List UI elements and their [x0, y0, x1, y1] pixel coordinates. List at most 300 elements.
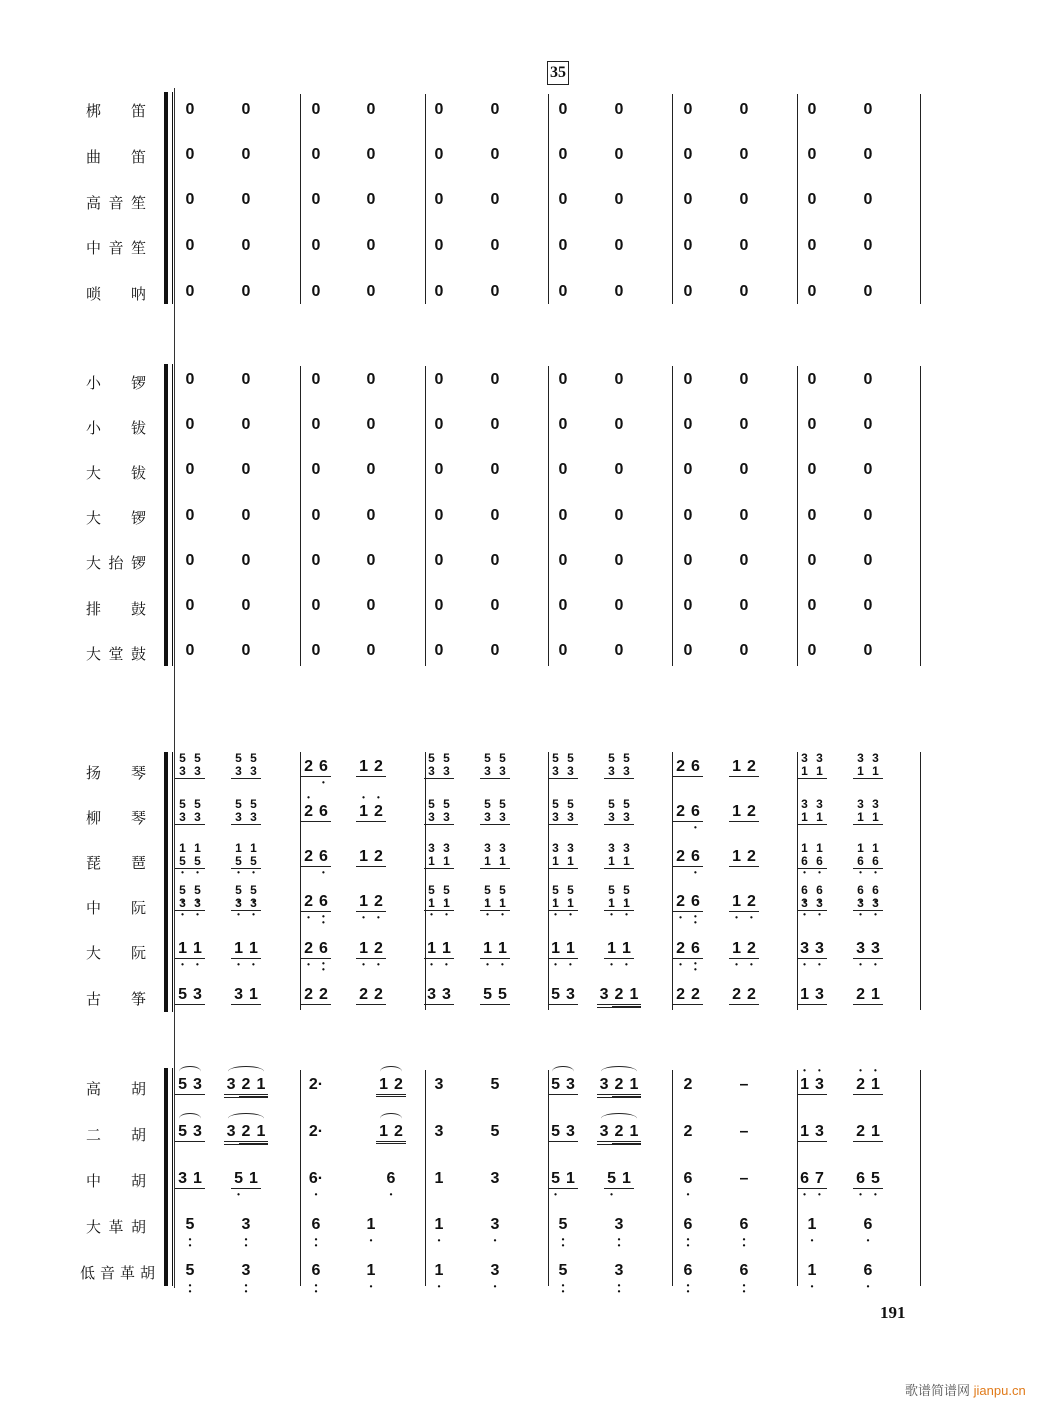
rest-zero: 0: [683, 642, 693, 659]
rest-zero: 0: [366, 552, 376, 569]
note: • 2: [301, 803, 316, 821]
chord-stack: 1 1 6 • 6 •: [797, 842, 827, 869]
beat: [351, 986, 391, 1005]
rest-zero: 0: [490, 191, 500, 208]
rest-zero: 0: [863, 191, 873, 208]
note: 2·: [308, 1123, 324, 1140]
rest-zero: 0: [311, 237, 321, 254]
note: 6 • •: [316, 893, 331, 911]
rest-zero: 0: [683, 283, 693, 300]
rest-zero: 0: [366, 146, 376, 163]
beat: [668, 940, 708, 959]
note: 2: [304, 758, 313, 775]
note: 3: [566, 986, 575, 1003]
note: 2 •: [301, 940, 316, 958]
rest-zero: 0: [558, 371, 568, 388]
rest-zero: 0: [739, 371, 749, 388]
beat: [475, 798, 515, 826]
note: 2: [241, 1076, 251, 1093]
beat: [599, 1216, 639, 1234]
instrument-label: 琵 琶: [86, 854, 146, 872]
barline: [797, 752, 798, 1010]
rest-zero: 0: [366, 416, 376, 433]
beat: [724, 758, 764, 777]
beat: [599, 1262, 639, 1280]
chord-stack: 3 3 1 1: [797, 752, 827, 779]
rest-zero: 0: [434, 371, 444, 388]
note: 1 •: [548, 940, 563, 958]
beat: [170, 1123, 210, 1142]
rest-zero: 0: [807, 597, 817, 614]
note: 3: [193, 1123, 202, 1140]
note: 2: [691, 986, 700, 1003]
barline: [920, 752, 921, 1010]
note: 6 •: [316, 758, 331, 776]
rest-zero: 0: [739, 552, 749, 569]
beat: [371, 1123, 411, 1144]
rest-zero: 0: [558, 642, 568, 659]
rest-zero: 0: [185, 416, 195, 433]
note: 2: [676, 758, 685, 775]
rest-zero: 0: [863, 416, 873, 433]
rest-zero: 0: [366, 597, 376, 614]
beat: [792, 798, 832, 826]
note: 2: [394, 1123, 403, 1140]
instrument-label: 大 钹: [86, 464, 146, 482]
rest-zero: 0: [311, 507, 321, 524]
rest-zero: 0: [863, 101, 873, 118]
note: 5: [178, 1076, 187, 1093]
note: 1: [249, 1170, 258, 1187]
note: 3 • •: [239, 1216, 254, 1234]
note: 2 •: [371, 893, 386, 911]
beat: [792, 986, 832, 1005]
note: 1: [629, 1123, 639, 1140]
note: • 1: [868, 1076, 883, 1094]
note: 3 • •: [612, 1216, 627, 1234]
note: 1 •: [432, 1262, 447, 1280]
beat: [792, 1123, 832, 1142]
note: 2: [676, 803, 685, 820]
note: 3 •: [812, 940, 827, 958]
note: 5: [551, 1076, 560, 1093]
note: 1 •: [729, 893, 744, 911]
rest-zero: 0: [739, 597, 749, 614]
rest-zero: 0: [739, 146, 749, 163]
beat: [724, 1262, 764, 1280]
note: 3: [815, 986, 824, 1003]
slur: [179, 1066, 201, 1077]
beat: [170, 940, 210, 959]
chord-stack: 5 5 3 3: [231, 752, 261, 779]
note: 7 •: [812, 1170, 827, 1188]
bracket: [164, 364, 168, 666]
chord-stack: 5 5 3 3: [175, 752, 205, 779]
rest-zero: 0: [490, 283, 500, 300]
note: 6 •: [688, 848, 703, 866]
note: 6: [319, 803, 328, 820]
note: 2: [304, 848, 313, 865]
beat: [351, 803, 391, 822]
rest-zero: 0: [683, 416, 693, 433]
beat: [475, 1216, 515, 1234]
rest-zero: 0: [558, 191, 568, 208]
chord-stack: 5 5 3 3: [548, 752, 578, 779]
beat: [419, 1076, 459, 1094]
beat: [296, 1123, 336, 1141]
beat: [543, 1216, 583, 1234]
rehearsal-mark: 35: [547, 61, 569, 85]
note: 3 • •: [239, 1262, 254, 1280]
rest-zero: 0: [863, 642, 873, 659]
rest-zero: 0: [807, 642, 817, 659]
beat: [351, 848, 391, 867]
rest-zero: 0: [434, 552, 444, 569]
rest-zero: 0: [739, 461, 749, 478]
beat: [724, 1123, 764, 1141]
rest-zero: 0: [490, 461, 500, 478]
beat: [668, 758, 708, 777]
bracket: [164, 92, 168, 304]
instrument-label: 中 阮: [86, 899, 146, 917]
instrument-label: 小 钹: [86, 419, 146, 437]
rest-zero: 0: [311, 597, 321, 614]
rest-zero: 0: [490, 371, 500, 388]
rest-zero: 0: [683, 101, 693, 118]
beat: [475, 1170, 515, 1188]
beat: [226, 940, 266, 959]
rest-zero: 0: [807, 237, 817, 254]
beat: [543, 940, 583, 959]
beat: [792, 752, 832, 780]
note: 5: [483, 986, 492, 1003]
beat: [792, 1170, 832, 1189]
chord-stack: 3 3 1 1: [797, 798, 827, 825]
rest-zero: 0: [241, 597, 251, 614]
rest-zero: 0: [311, 146, 321, 163]
rest-zero: 0: [434, 597, 444, 614]
rest-zero: 0: [614, 101, 624, 118]
note: 1: [379, 1123, 388, 1140]
beat: [848, 842, 888, 870]
slur: [380, 1113, 402, 1124]
chord-stack: 1 1 6 • 6 •: [853, 842, 883, 869]
beat: [475, 1076, 515, 1094]
note: 1 •: [432, 1216, 447, 1234]
note: • 2: [853, 1076, 868, 1094]
instrument-label: 梆 笛: [86, 102, 146, 120]
beat: [371, 1076, 411, 1097]
note: 2 •: [371, 940, 386, 958]
beat: [296, 803, 336, 822]
note: 1: [732, 758, 741, 775]
rest-zero: 0: [241, 416, 251, 433]
beat: [170, 1216, 210, 1234]
beat: [170, 798, 210, 826]
chord-stack: 1 1 5 • 5 •: [175, 842, 205, 869]
rest-zero: 0: [614, 552, 624, 569]
chord-stack: 5 • 5 • 3 • 3 •: [175, 884, 205, 911]
rest-zero: 0: [683, 507, 693, 524]
note: 3 •: [488, 1216, 503, 1234]
beat: [848, 1262, 888, 1280]
rest-zero: 0: [863, 507, 873, 524]
rest-zero: 0: [558, 416, 568, 433]
note: 3: [490, 1170, 500, 1187]
note: 5 •: [868, 1170, 883, 1188]
note: 6 •: [797, 1170, 812, 1188]
beat: [724, 848, 764, 867]
chord-stack: 1 1 5 • 5 •: [231, 842, 261, 869]
bracket-line: [172, 752, 173, 1012]
rest-zero: 0: [311, 416, 321, 433]
note: 2: [747, 803, 756, 820]
rest-zero: 0: [241, 552, 251, 569]
beat: [792, 884, 832, 912]
rest-zero: 0: [434, 416, 444, 433]
beat: [599, 798, 639, 826]
beat: [543, 884, 583, 912]
note: 1 •: [805, 1216, 820, 1234]
rest-zero: 0: [558, 237, 568, 254]
note: 1 •: [175, 940, 190, 958]
note: 1 •: [604, 940, 619, 958]
beat: [216, 1123, 276, 1145]
note: 5 • •: [556, 1262, 571, 1280]
rest-zero: 0: [807, 101, 817, 118]
rest-zero: 0: [241, 237, 251, 254]
chord-stack: 5 5 3 3: [424, 752, 454, 779]
beat: [668, 1170, 708, 1188]
instrument-label: 高音笙: [86, 194, 146, 212]
note: 2: [374, 758, 383, 775]
note: 5: [551, 1123, 560, 1140]
chord-stack: 5 • 5 • 1 • 1 •: [548, 884, 578, 911]
note: 2: [683, 1076, 693, 1093]
beat: [170, 752, 210, 780]
note: 2: [374, 848, 383, 865]
note: 2: [856, 1123, 865, 1140]
rest-zero: 0: [807, 416, 817, 433]
beat: [296, 1216, 336, 1234]
rest-zero: 0: [311, 191, 321, 208]
rest-zero: 0: [311, 283, 321, 300]
note: 3: [178, 1170, 187, 1187]
beat: [170, 884, 210, 912]
beat: [848, 1076, 888, 1095]
rest-zero: 0: [614, 461, 624, 478]
bracket: [164, 752, 168, 1012]
rest-zero: 0: [614, 146, 624, 163]
note: 3: [434, 1076, 444, 1093]
rest-zero: 0: [683, 146, 693, 163]
rest-zero: 0: [366, 101, 376, 118]
chord-stack: 5 • 5 • 1 • 1 •: [604, 884, 634, 911]
note: –: [739, 1123, 749, 1140]
note: 2: [683, 1123, 693, 1140]
rest-zero: 0: [311, 461, 321, 478]
rest-zero: 0: [614, 371, 624, 388]
rest-zero: 0: [241, 371, 251, 388]
beat: [170, 1076, 210, 1095]
rest-zero: 0: [311, 552, 321, 569]
note: 6 • •: [688, 893, 703, 911]
instrument-label: 中 胡: [86, 1172, 146, 1190]
instrument-label: 小 锣: [86, 374, 146, 392]
beat: [475, 842, 515, 870]
note: 1: [622, 1170, 631, 1187]
rest-zero: 0: [683, 597, 693, 614]
rest-zero: 0: [807, 191, 817, 208]
chord-stack: 3 3 1 1: [853, 752, 883, 779]
rest-zero: 0: [807, 371, 817, 388]
note: 1: [732, 848, 741, 865]
rest-zero: 0: [558, 283, 568, 300]
beat: [543, 1262, 583, 1280]
beat: [668, 1216, 708, 1234]
note: 2: [359, 986, 368, 1003]
note: 6 •: [681, 1170, 696, 1188]
rest-zero: 0: [558, 552, 568, 569]
beat: [226, 1170, 266, 1189]
chord-stack: 5 5 3 3: [424, 798, 454, 825]
beat: [724, 893, 764, 912]
beat: [475, 752, 515, 780]
slur: [228, 1113, 265, 1124]
rest-zero: 0: [490, 237, 500, 254]
instrument-label: 大堂鼓: [86, 645, 146, 663]
rest-zero: 0: [366, 237, 376, 254]
beat: [668, 1262, 708, 1280]
beat: [724, 803, 764, 822]
note: 1 •: [729, 940, 744, 958]
note: 1: [629, 1076, 639, 1093]
rest-zero: 0: [739, 101, 749, 118]
note: 1 •: [246, 940, 261, 958]
rest-zero: 0: [185, 552, 195, 569]
beat: [589, 1076, 649, 1098]
note: 3: [599, 986, 609, 1003]
slur: [179, 1113, 201, 1124]
note: 3: [566, 1076, 575, 1093]
note: 2: [374, 986, 383, 1003]
note: 1 •: [364, 1216, 379, 1234]
rest-zero: 0: [241, 507, 251, 524]
rest-zero: 0: [807, 552, 817, 569]
beat: [419, 940, 459, 959]
rest-zero: 0: [490, 552, 500, 569]
note: 1: [379, 1076, 388, 1093]
beat: [419, 798, 459, 826]
note: 1: [732, 803, 741, 820]
chord-stack: 3 3 1 1: [548, 842, 578, 869]
note: 3: [815, 1123, 824, 1140]
beat: [226, 842, 266, 870]
beat: [543, 842, 583, 870]
note: 3: [226, 1076, 236, 1093]
beat: [724, 986, 764, 1005]
beat: [296, 758, 336, 777]
note: 3: [226, 1123, 236, 1140]
note: 5 •: [548, 1170, 563, 1188]
chord-stack: 5 • 5 • 1 • 1 •: [424, 884, 454, 911]
note: 2: [614, 1123, 624, 1140]
note: 2: [732, 986, 741, 1003]
barline: [920, 94, 921, 304]
rest-zero: 0: [434, 461, 444, 478]
beat: [668, 803, 708, 822]
beat: [543, 1076, 583, 1095]
beat: [296, 940, 336, 959]
rest-zero: 0: [490, 101, 500, 118]
chord-stack: 6 • 6 • 3 • 3 •: [797, 884, 827, 911]
chord-stack: 5 5 3 3: [175, 798, 205, 825]
chord-stack: 3 3 1 1: [424, 842, 454, 869]
instrument-label: 大抬锣: [86, 554, 146, 572]
rest-zero: 0: [863, 371, 873, 388]
beat: [170, 842, 210, 870]
barline: [300, 752, 301, 1010]
note: 1 •: [495, 940, 510, 958]
rest-zero: 0: [739, 283, 749, 300]
note: 1 •: [805, 1262, 820, 1280]
note: 5 •: [604, 1170, 619, 1188]
chord-stack: 5 • 5 • 1 • 1 •: [480, 884, 510, 911]
note: 6 •: [688, 803, 703, 821]
note: 1: [359, 848, 368, 865]
note: 6 •: [853, 1170, 868, 1188]
beat: [296, 893, 336, 912]
system-connector: [174, 88, 175, 1288]
rest-zero: 0: [558, 101, 568, 118]
rest-zero: 0: [434, 237, 444, 254]
rest-zero: 0: [490, 416, 500, 433]
rest-zero: 0: [434, 642, 444, 659]
beat: [170, 1262, 210, 1280]
rest-zero: 0: [241, 146, 251, 163]
beat: [848, 1123, 888, 1142]
rest-zero: 0: [366, 642, 376, 659]
rest-zero: 0: [366, 283, 376, 300]
instrument-label: 高 胡: [86, 1080, 146, 1098]
rest-zero: 0: [490, 507, 500, 524]
chord-stack: 5 5 3 3: [548, 798, 578, 825]
note: 2 •: [744, 893, 759, 911]
barline: [920, 366, 921, 666]
rest-zero: 0: [241, 642, 251, 659]
rest-zero: 0: [614, 283, 624, 300]
rest-zero: 0: [185, 101, 195, 118]
note: 3 •: [853, 940, 868, 958]
rest-zero: 0: [434, 191, 444, 208]
note: 3: [599, 1076, 609, 1093]
note: • 1: [797, 1076, 812, 1094]
note: 5 •: [231, 1170, 246, 1188]
note: 5: [490, 1076, 500, 1093]
note: 2: [856, 986, 865, 1003]
note: 1: [256, 1123, 266, 1140]
beat: [419, 842, 459, 870]
note: –: [739, 1170, 749, 1187]
beat: [599, 884, 639, 912]
watermark-cn: 歌谱简谱网: [905, 1383, 971, 1398]
rest-zero: 0: [241, 461, 251, 478]
rest-zero: 0: [739, 507, 749, 524]
note: 1 •: [619, 940, 634, 958]
beat: [419, 752, 459, 780]
rest-zero: 0: [683, 191, 693, 208]
beat: [543, 986, 583, 1005]
